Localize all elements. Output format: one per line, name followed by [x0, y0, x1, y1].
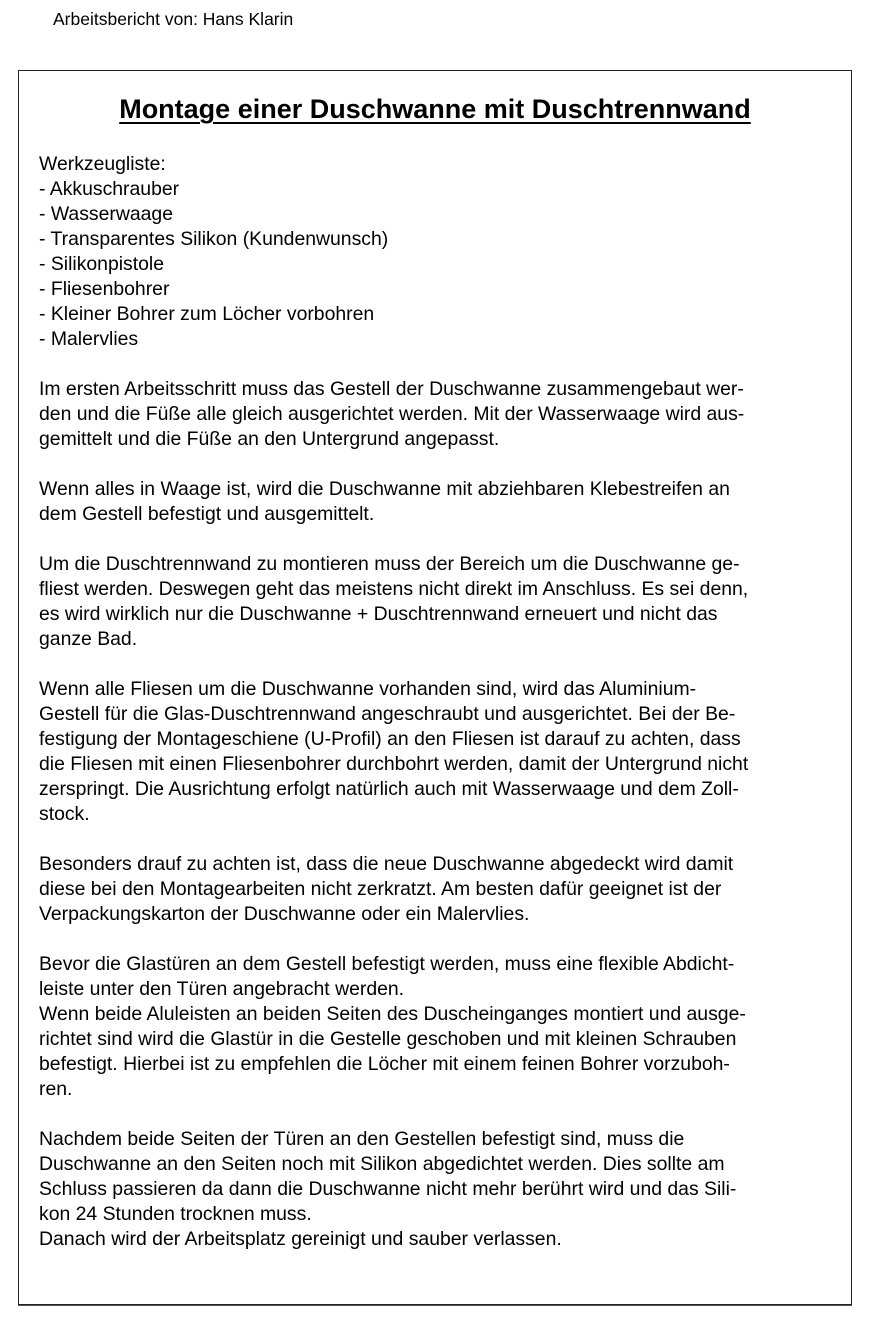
paragraph-line: Wenn alle Fliesen um die Duschwanne vorhanden sind, wird das Aluminium-: [39, 678, 697, 700]
paragraph-line: zerspringt. Die Ausrichtung erfolgt natürlich auch mit Wasserwaage und dem Zoll-: [39, 778, 739, 800]
paragraph-line: die Fliesen mit einen Fliesenbohrer durchbohrt werden, damit der Untergrund nicht: [39, 753, 749, 775]
paragraph-line: Verpackungskarton der Duschwanne oder ein Malervlies.: [39, 903, 530, 925]
paragraph-line: Wenn alles in Waage ist, wird die Duschwanne mit abziehbaren Klebestreifen an: [39, 478, 730, 500]
tool-list-item: - Kleiner Bohrer zum Löcher vorbohren: [39, 303, 375, 325]
paragraph-line: kon 24 Stunden trocknen muss.: [39, 1203, 312, 1225]
document-title: Montage einer Duschwanne mit Duschtrennwand: [119, 94, 751, 124]
tool-list-item: - Wasserwaage: [39, 203, 173, 225]
paragraph-line: Gestell für die Glas-Duschtrennwand angeschraubt und ausgerichtet. Bei der Be-: [39, 703, 736, 725]
paragraph-sealing: [39, 1127, 841, 1252]
paragraph-assemble-frame: [39, 377, 841, 452]
paragraph-protect-tray: [39, 852, 841, 927]
paragraph-line: Besonders drauf zu achten ist, dass die neue Duschwanne abgedeckt wird damit: [39, 853, 734, 875]
paragraph-line: den und die Füße alle gleich ausgerichtet werden. Mit der Wasserwaage wird aus-: [39, 403, 745, 425]
report-body: [39, 152, 841, 1252]
tool-list-item: - Fliesenbohrer: [39, 278, 170, 300]
paragraph-line: Nachdem beide Seiten der Türen an den Gestellen befestigt sind, muss die: [39, 1128, 685, 1150]
paragraph-line: ren.: [39, 1078, 73, 1100]
paragraph-line: dem Gestell befestigt und ausgemittelt.: [39, 503, 375, 525]
paragraph-line: diese bei den Montagearbeiten nicht zerkratzt. Am besten dafür geeignet ist der: [39, 878, 722, 900]
paragraph-line: es wird wirklich nur die Duschwanne + Duschtrennwand erneuert und nicht das: [39, 603, 718, 625]
paragraph-line: Wenn beide Aluleisten an beiden Seiten des Duscheinganges montiert und ausge-: [39, 1003, 746, 1025]
paragraph-line: befestigt. Hierbei ist zu empfehlen die Löcher mit einem feinen Bohrer vorzuboh-: [39, 1053, 730, 1075]
tool-list-item: - Malervlies: [39, 328, 139, 350]
paragraph-line: leiste unter den Türen angebracht werden.: [39, 978, 405, 1000]
paragraph-tiling: [39, 552, 841, 652]
paragraph-line: Bevor die Glastüren an dem Gestell befestigt werden, muss eine flexible Abdicht-: [39, 953, 735, 975]
paragraph-glass-doors: [39, 952, 841, 1102]
paragraph-line: Schluss passieren da dann die Duschwanne nicht mehr berührt wird und das Sili-: [39, 1178, 737, 1200]
paragraph-line: Duschwanne an den Seiten noch mit Silikon abgedichtet werden. Dies sollte am: [39, 1153, 725, 1175]
paragraph-line: fliest werden. Deswegen geht das meistens nicht direkt im Anschluss. Es sei denn,: [39, 578, 749, 600]
tool-list-item: - Transparentes Silikon (Kundenwunsch): [39, 228, 389, 250]
tool-list-item: - Akkuschrauber: [39, 178, 180, 200]
report-frame: [18, 70, 852, 1305]
paragraph-attach-tray: [39, 477, 841, 527]
tool-list-heading: Werkzeugliste:: [39, 153, 166, 175]
tool-list: [39, 152, 841, 352]
paragraph-line: Um die Duschtrennwand zu montieren muss der Bereich um die Duschwanne ge-: [39, 553, 740, 575]
paragraph-line: Danach wird der Arbeitsplatz gereinigt und sauber verlassen.: [39, 1228, 562, 1250]
paragraph-line: festigung der Montageschiene (U-Profil) an den Fliesen ist darauf zu achten, dass: [39, 728, 741, 750]
tool-list-item: - Silikonpistole: [39, 253, 165, 275]
paragraph-line: Im ersten Arbeitsschritt muss das Gestell der Duschwanne zusammengebaut wer-: [39, 378, 744, 400]
paragraph-aluminium-frame: [39, 677, 841, 827]
paragraph-line: ganze Bad.: [39, 628, 138, 650]
paragraph-line: stock.: [39, 803, 90, 825]
paragraph-line: gemittelt und die Füße an den Untergrund angepasst.: [39, 428, 500, 450]
paragraph-line: richtet sind wird die Glastür in die Gestelle geschoben und mit kleinen Schrauben: [39, 1028, 737, 1050]
author-line: Arbeitsbericht von: Hans Klarin: [53, 9, 294, 29]
